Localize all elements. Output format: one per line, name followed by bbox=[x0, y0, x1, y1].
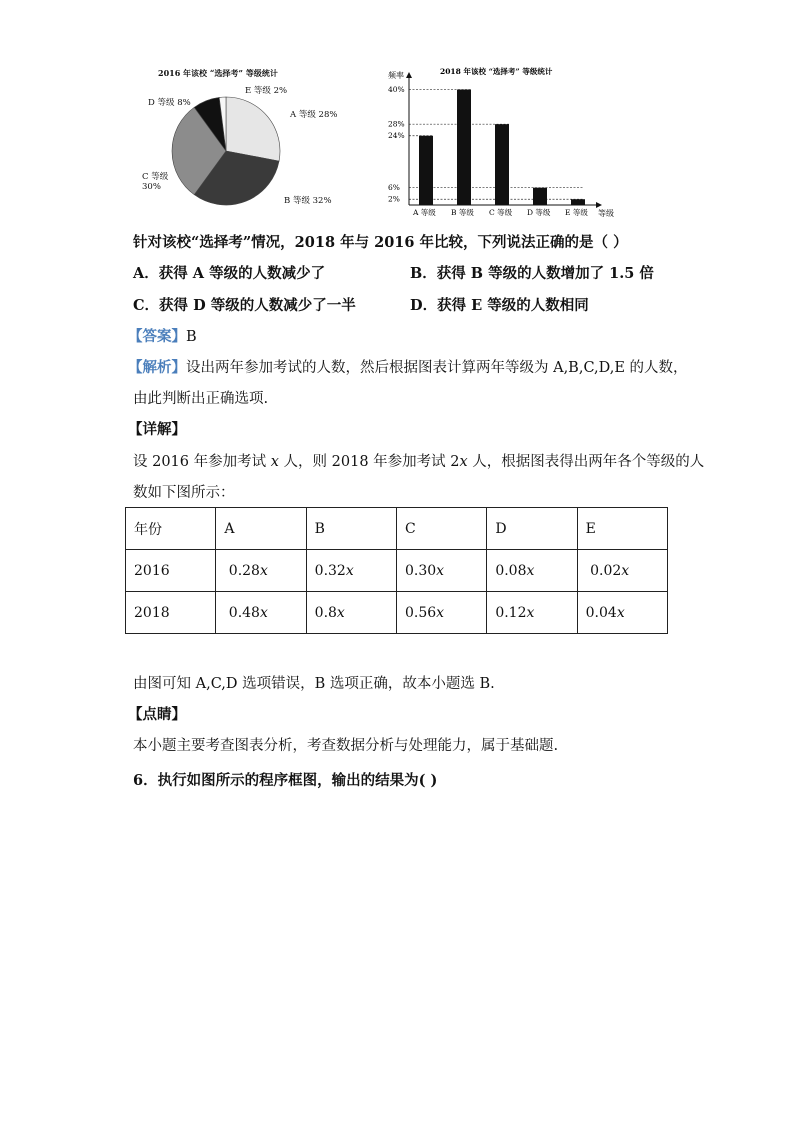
bar-x-tick-label: D 等级 bbox=[527, 208, 551, 217]
bar-c bbox=[495, 124, 509, 205]
table-cell: 0.04x bbox=[577, 592, 667, 634]
table-row bbox=[126, 550, 668, 592]
option-c: C．获得 D 等级的人数减少了一半 bbox=[133, 297, 356, 314]
next-question: 6．执行如图所示的程序框图，输出的结果为( ) bbox=[133, 772, 438, 789]
table-row bbox=[126, 592, 668, 634]
table-header-cell: B bbox=[306, 508, 396, 550]
table-header-row bbox=[126, 508, 668, 550]
pie-label-e: E 等级 2% bbox=[245, 86, 288, 96]
detail-text-c: 人，根据图表得出两年各个等级的人 bbox=[467, 454, 705, 470]
pie-chart-title: 2016 年该校 “选择考” 等级统计 bbox=[158, 68, 278, 78]
y-axis-arrow bbox=[406, 72, 412, 78]
answer-tag: 【答案】 bbox=[128, 328, 186, 345]
answer-value: B bbox=[186, 329, 197, 345]
table-header-cell: E bbox=[577, 508, 667, 550]
bar-x-tick-label: B 等级 bbox=[451, 208, 474, 217]
pie-label-a: A 等级 28% bbox=[290, 110, 338, 120]
table-cell: 0.30x bbox=[396, 550, 486, 592]
analysis-text-1: 设出两年参加考试的人数，然后根据图表计算两年等级为 A,B,C,D,E 的人数， bbox=[186, 360, 688, 376]
table-header-cell: 年份 bbox=[126, 508, 216, 550]
detail-line-1 bbox=[133, 452, 704, 472]
option-b: B．获得 B 等级的人数增加了 1.5 倍 bbox=[410, 265, 654, 282]
option-a: A．获得 A 等级的人数减少了 bbox=[133, 265, 326, 282]
bar-chart bbox=[384, 64, 624, 222]
detail-tag: 【详解】 bbox=[128, 421, 186, 438]
table-cell-year: 2016 bbox=[126, 550, 216, 592]
answer-line bbox=[128, 327, 197, 347]
bar-y-tick-label: 28% bbox=[388, 119, 405, 129]
bar-a bbox=[419, 136, 433, 205]
bar-x-tick-label: E 等级 bbox=[565, 208, 588, 217]
pie-label-d: D 等级 8% bbox=[148, 98, 191, 108]
pie-label-c: C 等级 30% bbox=[142, 172, 169, 192]
bar-y-tick-label: 24% bbox=[388, 131, 405, 141]
bar-b bbox=[457, 90, 471, 205]
table-header-cell: A bbox=[216, 508, 306, 550]
detail-text-2: 数如下图所示： bbox=[133, 485, 235, 501]
bar-chart-xlabel: 等级 bbox=[598, 209, 614, 218]
pie-slice-a bbox=[226, 97, 280, 161]
table-cell: 0.28x bbox=[216, 550, 306, 592]
bar-y-tick-label: 2% bbox=[388, 194, 400, 204]
detail-var-x: x bbox=[270, 454, 279, 470]
bar-x-tick-label: A 等级 bbox=[413, 208, 436, 217]
table-cell: 0.02x bbox=[577, 550, 667, 592]
bar-y-tick-label: 6% bbox=[388, 183, 400, 193]
comment-tag: 【点睛】 bbox=[128, 706, 186, 723]
question-stem: 针对该校“选择考”情况，2018 年与 2016 年比较，下列说法正确的是（ ） bbox=[133, 234, 628, 251]
bar-chart-title: 2018 年该校 “选择考” 等级统计 bbox=[440, 67, 553, 76]
detail-text-b: 人，则 2018 年参加考试 2 bbox=[278, 454, 460, 470]
table-cell-year: 2018 bbox=[126, 592, 216, 634]
table-cell: 0.56x bbox=[396, 592, 486, 634]
table-cell: 0.48x bbox=[216, 592, 306, 634]
analysis-line-1 bbox=[128, 358, 688, 378]
table-cell: 0.12x bbox=[487, 592, 577, 634]
detail-var-2x: x bbox=[459, 454, 468, 470]
pie-chart bbox=[170, 95, 282, 207]
analysis-text-2: 由此判断出正确选项. bbox=[133, 391, 269, 407]
detail-text-a: 设 2016 年参加考试 bbox=[133, 454, 271, 470]
table-cell: 0.08x bbox=[487, 550, 577, 592]
bar-e bbox=[571, 199, 585, 205]
table-header-cell: D bbox=[487, 508, 577, 550]
x-axis-arrow bbox=[596, 202, 602, 208]
table-cell: 0.32x bbox=[306, 550, 396, 592]
analysis-tag: 【解析】 bbox=[128, 359, 186, 376]
table-cell: 0.8x bbox=[306, 592, 396, 634]
grade-count-table bbox=[125, 507, 668, 634]
comment-text: 本小题主要考查图表分析，考查数据分析与处理能力，属于基础题. bbox=[133, 738, 559, 754]
conclusion-text: 由图可知 A,C,D 选项错误，B 选项正确，故本小题选 B. bbox=[133, 676, 495, 692]
table-header-cell: C bbox=[396, 508, 486, 550]
option-d: D．获得 E 等级的人数相同 bbox=[410, 297, 589, 314]
bar-d bbox=[533, 188, 547, 205]
bar-chart-ylabel: 频率 bbox=[388, 71, 404, 80]
bar-x-tick-label: C 等级 bbox=[489, 208, 513, 217]
bar-y-tick-label: 40% bbox=[388, 85, 405, 95]
pie-label-b: B 等级 32% bbox=[284, 196, 332, 206]
